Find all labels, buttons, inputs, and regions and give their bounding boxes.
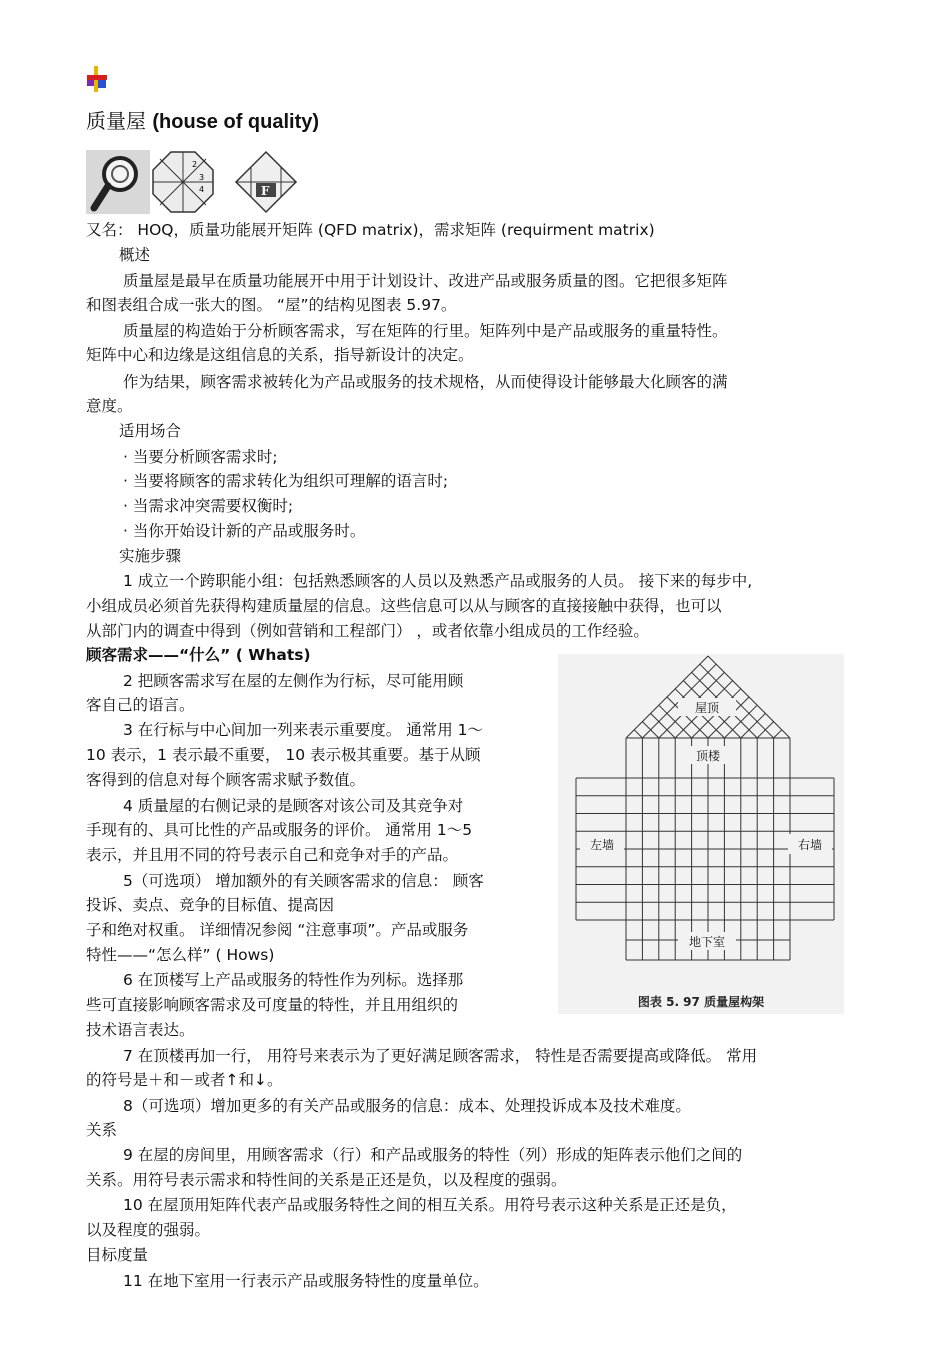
svg-text:3: 3 <box>199 173 205 182</box>
list-item: · 当你开始设计新的产品或服务时。 <box>123 522 366 540</box>
step-line: 2 把顾客需求写在屋的左侧作为行标，尽可能用顾 <box>123 672 464 690</box>
figure-caption: 图表 5. 97 质量屋构架 <box>637 995 765 1009</box>
step-line: 10 表示，1 表示最不重要， 10 表示极其重要。基于从顾 <box>86 746 481 764</box>
step-line: 客得到的信息对每个顾客需求赋予数值。 <box>86 771 366 789</box>
svg-text:2: 2 <box>192 160 198 169</box>
list-item: · 当需求冲突需要权衡时; <box>123 497 294 515</box>
step-line: 投诉、卖点、竞争的目标值、提高因 <box>86 896 335 914</box>
step-line: 11 在地下室用一行表示产品或服务特性的度量单位。 <box>123 1272 489 1290</box>
paragraph: 作为结果，顾客需求被转化为产品或服务的技术规格，从而使得设计能够最大化顾客的满 <box>123 373 728 391</box>
octagon-sequence-icon <box>151 150 215 214</box>
step-line: 手现有的、具可比性的产品或服务的评价。 通常用 1～5 <box>86 821 473 839</box>
right-wall-label: 右墙 <box>797 838 823 852</box>
section-relation: 关系 <box>86 1121 118 1139</box>
section-target: 目标度量 <box>86 1246 149 1264</box>
step-line: 8（可选项）增加更多的有关产品或服务的信息：成本、处理投诉成本及技术难度。 <box>123 1097 691 1115</box>
roof-lattice <box>634 730 642 738</box>
house-of-quality-figure <box>558 654 844 1014</box>
step-line: 3 在行标与中心间加一列来表示重要度。 通常用 1～ <box>123 721 484 739</box>
magnifier-icon <box>86 150 150 214</box>
house-of-quality-diagram <box>558 654 844 1014</box>
section-overview: 概述 <box>119 246 151 264</box>
step-line: 9 在屋的房间里，用顾客需求（行）和产品或服务的特性（列）形成的矩阵表示他们之间的 <box>123 1146 743 1164</box>
roof-lattice <box>774 730 782 738</box>
step-line: 从部门内的调查中得到（例如营销和工程部门） ，或者依靠小组成员的工作经验。 <box>86 622 649 640</box>
step-line: 的符号是＋和－或者↑和↓。 <box>86 1071 283 1089</box>
step-line: 小组成员必须首先获得构建质量屋的信息。这些信息可以从与顾客的直接接触中获得，也可以 <box>86 597 722 615</box>
paragraph: 质量屋的构造始于分析顾客需求，写在矩阵的行里。矩阵列中是产品或服务的重量特性。 <box>123 322 728 340</box>
list-item: · 当要将顾客的需求转化为组织可理解的语言时; <box>123 472 449 490</box>
step-line: 特性——“怎么样” ( Hows) <box>86 946 275 964</box>
step-line: 10 在屋顶用矩阵代表产品或服务特性之间的相互关系。用符号表示这种关系是正还是负， <box>123 1196 737 1214</box>
section-whats: 顾客需求——“什么” ( Whats) <box>86 646 311 664</box>
left-wall-label: 左墙 <box>589 838 615 852</box>
step-line: 4 质量屋的右侧记录的是顾客对该公司及其竞争对 <box>123 797 464 815</box>
title-en: (house of quality) <box>152 111 320 133</box>
step-line: 5（可选项） 增加额外的有关顾客需求的信息： 顾客 <box>123 872 484 890</box>
aka-line: 又名： HOQ，质量功能展开矩阵 (QFD matrix)，需求矩阵 (requirment matrix) <box>86 221 655 239</box>
step-line: 关系。用符号表示需求和特性间的关系是正还是负，以及程度的强弱。 <box>86 1171 567 1189</box>
paragraph: 和图表组合成一张大的图。 “屋”的结构见图表 5.97。 <box>86 296 457 314</box>
section-usage: 适用场合 <box>119 422 182 440</box>
step-line: 以及程度的强弱。 <box>86 1221 211 1239</box>
step-line: 子和绝对权重。 详细情况参阅 “注意事项”。产品或服务 <box>86 921 469 939</box>
paragraph: 意度。 <box>86 397 133 415</box>
basement-label: 地下室 <box>688 935 726 949</box>
step-line: 表示，并且用不同的符号表示自己和竞争对手的产品。 <box>86 846 459 864</box>
step-line: 些可直接影响顾客需求及可度量的特性，并且用组织的 <box>86 996 459 1014</box>
list-item: · 当要分析顾客需求时; <box>123 448 278 466</box>
page-title <box>86 108 319 135</box>
attic-label: 顶楼 <box>695 749 721 763</box>
section-steps: 实施步骤 <box>119 547 182 565</box>
step-line: 7 在顶楼再加一行， 用符号来表示为了更好满足顾客需求， 特性是否需要提高或降低。 常用 <box>123 1047 758 1065</box>
document-corner-icon <box>87 66 107 92</box>
roof-label: 屋顶 <box>694 701 720 715</box>
diamond-f-icon <box>234 150 298 214</box>
step-line: 技术语言表达。 <box>86 1021 195 1039</box>
paragraph: 质量屋是最早在质量功能展开中用于计划设计、改进产品或服务质量的图。它把很多矩阵 <box>123 272 728 290</box>
step-line: 客自己的语言。 <box>86 696 195 714</box>
step-line: 6 在顶楼写上产品或服务的特性作为列标。选择那 <box>123 971 464 989</box>
step-line: 1 成立一个跨职能小组：包括熟悉顾客的人员以及熟悉产品或服务的人员。 接下来的每步中, <box>123 572 753 590</box>
title-cn: 质量屋 <box>86 109 146 133</box>
svg-text:F: F <box>261 184 270 198</box>
paragraph: 矩阵中心和边缘是这组信息的关系，指导新设计的决定。 <box>86 346 474 364</box>
svg-text:4: 4 <box>199 185 205 194</box>
